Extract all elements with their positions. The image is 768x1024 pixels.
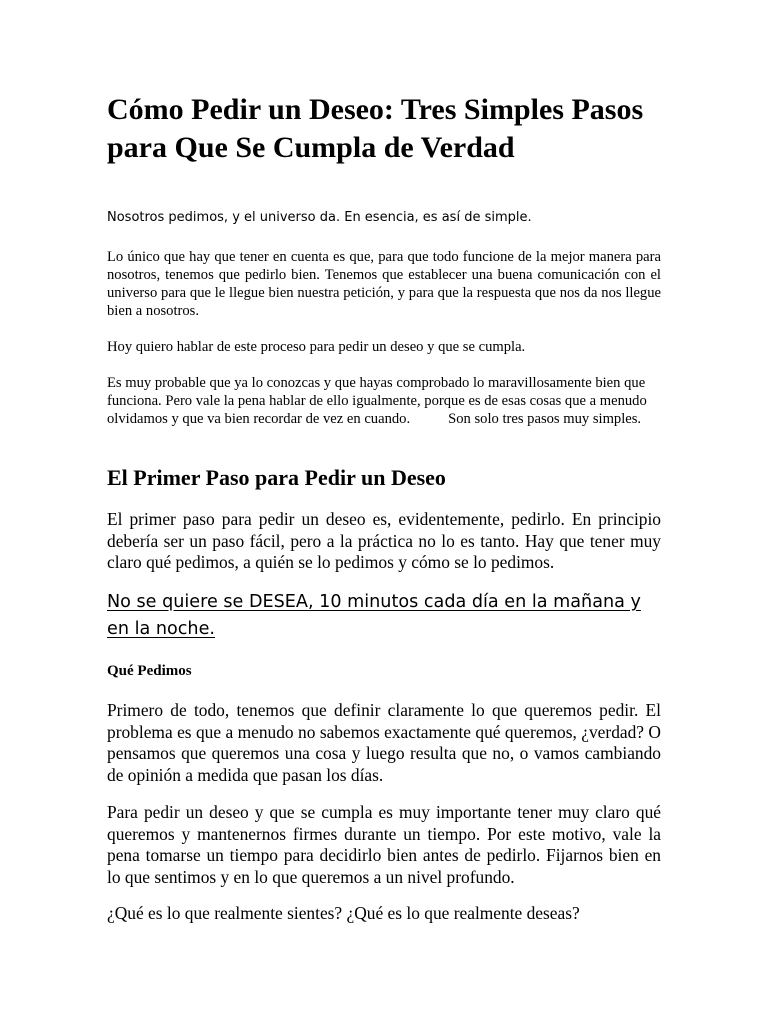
subheading: Qué Pedimos <box>107 663 192 679</box>
sub-paragraph-1: Primero de todo, tenemos que definir claramente lo que queremos pedir. El problema es que a menudo no sabemos exactamente qué queremos, ¿verdad? O pensamos que queremos una cosa y luego resulta que no, o vamos cambiando de opinión a medida que pasan los días. <box>107 700 661 785</box>
paragraph-3 <box>107 374 661 428</box>
intro-paragraph: Nosotros pedimos, y el universo da. En esencia, es así de simple. <box>107 210 532 225</box>
paragraph-2: Hoy quiero hablar de este proceso para pedir un deseo y que se cumpla. <box>107 339 526 355</box>
paragraph-3-part-1: Es muy probable que ya lo conozcas y que hayas comprobado lo maravillosamente bien que funciona. Pero vale la pena hablar de ello igualmente, porque es de esas cosas que a menudo olvidamos y que va bien recordar de vez en cuando. <box>107 375 647 427</box>
closing-question: ¿Qué es lo que realmente sientes? ¿Qué es lo que realmente deseas? <box>107 903 580 923</box>
document-title: Cómo Pedir un Deseo: Tres Simples Pasos para Que Se Cumpla de Verdad <box>107 93 644 164</box>
paragraph-1: Lo único que hay que tener en cuenta es que, para que todo funcione de la mejor manera para nosotros, tenemos que pedirlo bien. Tenemos que establecer una buena comunicación con el universo para que le llegue bien nuestra petición, y para que la respuesta que nos da nos llegue bien a nosotros. <box>107 249 661 319</box>
paragraph-3-part-2: Son solo tres pasos muy simples. <box>448 411 642 427</box>
section-heading: El Primer Paso para Pedir un Deseo <box>107 465 446 490</box>
underlined-note: No se quiere se DESEA, 10 minutos cada día en la mañana y en la noche. <box>107 592 641 639</box>
sub-paragraph-2: Para pedir un deseo y que se cumpla es muy importante tener muy claro qué queremos y mantenernos firmes durante un tiempo. Por este motivo, vale la pena tomarse un tiempo para decidirlo bien antes de pedirlo. Fijarnos bien en lo que sentimos y en lo que queremos a un nivel profundo. <box>107 802 661 887</box>
section-paragraph: El primer paso para pedir un deseo es, evidentemente, pedirlo. En principio debería ser un paso fácil, pero a la práctica no lo es tanto. Hay que tener muy claro qué pedimos, a quién se lo pedimos y cómo se lo pedimos. <box>107 509 661 572</box>
